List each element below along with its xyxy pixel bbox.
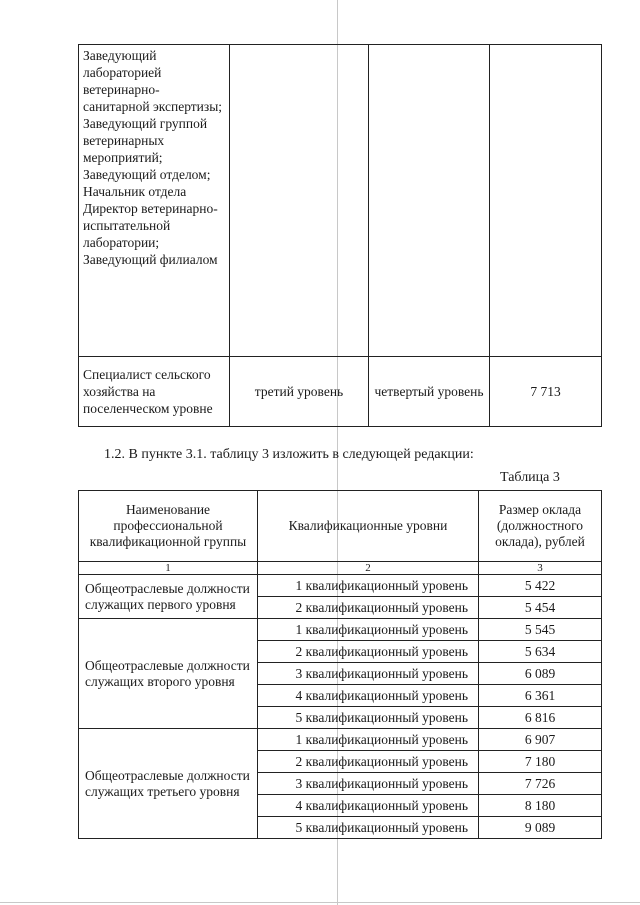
group-name-cell: Общеотраслевые должности служащих третьего уровня [79,729,258,839]
salary-cell: 8 180 [479,795,602,817]
group-name-cell: Общеотраслевые должности служащих первого уровня [79,575,258,619]
salary-cell: 7 180 [479,751,602,773]
salary-cell: 5 634 [479,641,602,663]
column-number: 3 [479,562,602,575]
level-cell: третий уровень [230,357,369,427]
positions-cell: Заведующий лабораторией ветеринарно-санитарной экспертизы; Заведующий группой ветеринарных мероприятий; Заведующий отделом; Начальник отдела Директор ветеринарно-испытательной лаборатории; Заведующий филиалом [79,45,230,357]
level-cell: 2 квалификационный уровень [258,641,479,663]
column-number-row [79,562,602,575]
header-group-name: Наименование профессиональной квалификационной группы [79,491,258,562]
table-caption: Таблица 3 [500,470,560,485]
column-number: 2 [258,562,479,575]
salary-cell: 5 545 [479,619,602,641]
header-qual-levels: Квалификационные уровни [258,491,479,562]
level-cell: 2 квалификационный уровень [258,751,479,773]
salary-cell: 5 422 [479,575,602,597]
empty-cell [490,45,602,357]
salary-cell: 6 089 [479,663,602,685]
table-1-continuation [78,44,602,427]
header-salary: Размер оклада (должностного оклада), рублей [479,491,602,562]
salary-cell: 6 816 [479,707,602,729]
scan-bottom-line [0,902,640,903]
table-row [79,575,602,597]
salary-cell: 6 361 [479,685,602,707]
level-cell: 5 квалификационный уровень [258,707,479,729]
qual-level-cell: четвертый уровень [369,357,490,427]
level-cell: 5 квалификационный уровень [258,817,479,839]
level-cell: 2 квалификационный уровень [258,597,479,619]
empty-cell [369,45,490,357]
level-cell: 3 квалификационный уровень [258,773,479,795]
position-cell: Специалист сельского хозяйства на поселенческом уровне [79,357,230,427]
salary-cell: 6 907 [479,729,602,751]
empty-cell [230,45,369,357]
table-row [79,619,602,641]
table-row [79,729,602,751]
level-cell: 4 квалификационный уровень [258,795,479,817]
level-cell: 1 квалификационный уровень [258,619,479,641]
level-cell: 3 квалификационный уровень [258,663,479,685]
salary-cell: 7 726 [479,773,602,795]
table-3 [78,490,602,839]
level-cell: 4 квалификационный уровень [258,685,479,707]
level-cell: 1 квалификационный уровень [258,729,479,751]
salary-cell: 5 454 [479,597,602,619]
level-cell: 1 квалификационный уровень [258,575,479,597]
table-row [79,45,602,357]
column-number: 1 [79,562,258,575]
table-row [79,357,602,427]
amendment-paragraph: 1.2. В пункте 3.1. таблицу 3 изложить в следующей редакции: [104,447,474,462]
salary-cell: 9 089 [479,817,602,839]
table-header-row [79,491,602,562]
salary-cell: 7 713 [490,357,602,427]
group-name-cell: Общеотраслевые должности служащих второго уровня [79,619,258,729]
